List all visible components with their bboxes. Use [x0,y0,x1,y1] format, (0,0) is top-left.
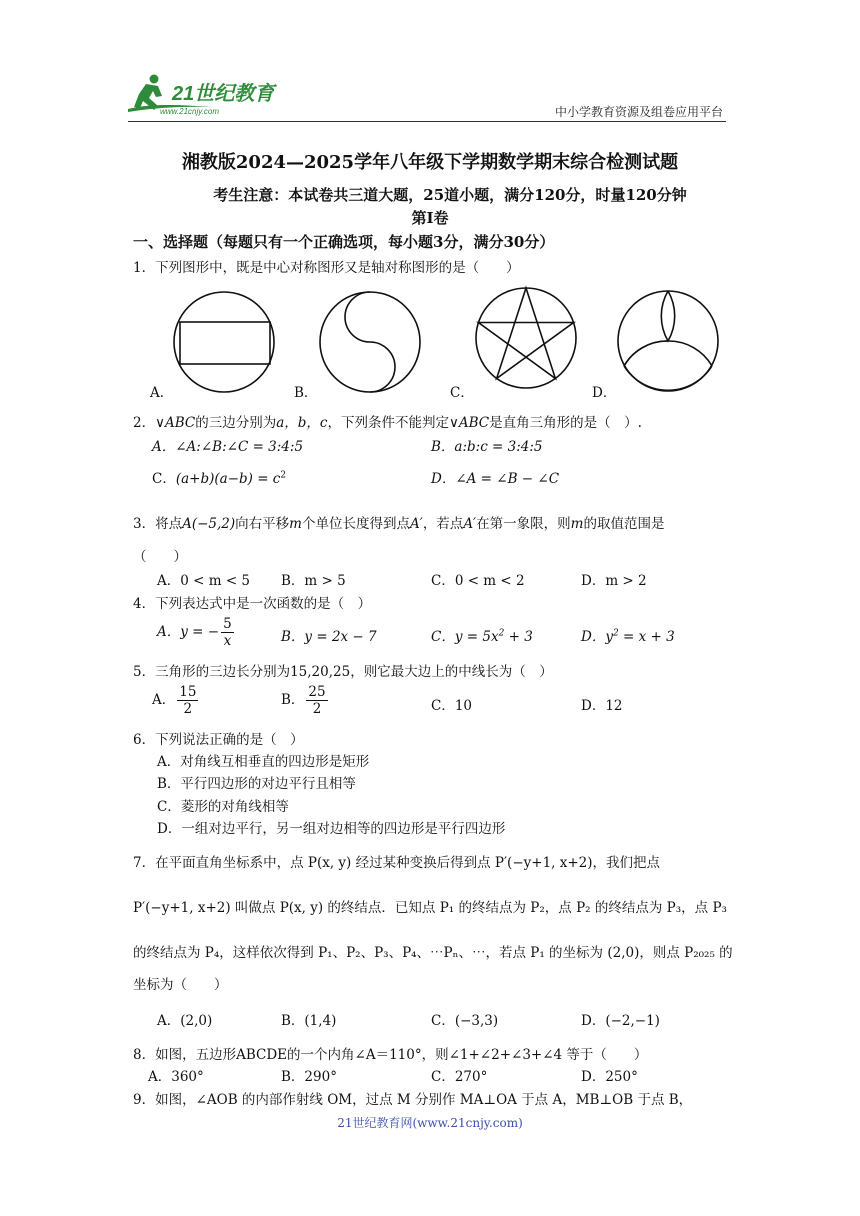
question-7-line-2: P′(−y+1, x+2) 叫做点 P(x, y) 的终结点．已知点 P₁ 的终结点为 P₂，点 P₂ 的终结点为 P₃，点 P₃ [133,900,727,916]
question-6-stem: 6．下列说法正确的是（ ） [133,732,304,748]
q3-option-c: C．0 < m < 2 [431,573,525,589]
section-heading: 一、选择题（每题只有一个正确选项，每小题3分，满分30分） [133,233,555,251]
q7-option-c: C．(−3,3) [431,1013,499,1029]
q3-option-d: D．m > 2 [581,573,647,589]
question-7-line-4: 坐标为（ ） [133,977,228,993]
q4-option-c: C．$y = 5x^2 + 3$ [431,628,533,645]
figure-circle-rectangle [170,290,280,395]
question-2-stem: 2．∨ABC的三边分别为a，b，c，下列条件不能判定∨ABC是直角三角形的是（ ）. [133,415,642,431]
question-1-stem: 1．下列图形中，既是中心对称图形又是轴对称图形的是（ ） [133,260,520,276]
figure-three-arcs [612,288,724,394]
figure-pentagram [470,284,582,390]
q8-option-b: B．290° [281,1069,337,1085]
q5-option-b: B． $\frac{25}{2}$ [281,684,326,717]
q4-option-d: D．$y^2 = x + 3$ [581,628,675,645]
q6-option-b: B．平行四边形的对边平行且相等 [157,776,356,792]
question-5-stem: 5．三角形的三边长分别为15,20,25，则它最大边上的中线长为（ ） [133,664,553,680]
q2-option-d: D．∠A = ∠B − ∠C [431,471,560,487]
q4-option-b: B．y = 2x − 7 [281,629,377,645]
exam-title: 湘教版2024—2025学年八年级下学期数学期末综合检测试题 [181,152,679,173]
q8-option-c: C．270° [431,1069,488,1085]
svg-text:www.21cnjy.com: www.21cnjy.com [160,107,219,116]
volume-heading: 第Ⅰ卷 [411,209,449,227]
q7-option-b: B．(1,4) [281,1013,337,1029]
q4-option-a: A．y = − $\frac{5}{x}$ [157,616,232,649]
q1-option-b-label: B． [294,385,318,401]
figure-yin-yang [314,290,424,395]
header-divider [128,121,726,122]
q2-option-a: A．∠A:∠B:∠C = 3:4:5 [152,439,304,455]
question-9-stem: 9．如图，∠AOB 的内部作射线 OM，过点 M 分别作 MA⊥OA 于点 A，MB⊥OB 于点 B， [133,1092,693,1108]
q6-option-c: C．菱形的对角线相等 [157,799,289,815]
exam-notice: 考生注意：本试卷共三道大题，25道小题，满分120分，时量120分钟 [213,186,687,204]
q5-option-d: D．12 [581,698,623,714]
question-7-line-1: 7．在平面直角坐标系中，点 P(x, y) 经过某种变换后得到点 P′(−y+1, x+2)，我们把点 [133,855,661,871]
q3-option-b: B．m > 5 [281,573,346,589]
svg-text:21世纪教育: 21世纪教育 [172,83,275,105]
q8-option-d: D．250° [581,1069,638,1085]
q7-option-d: D．(−2,−1) [581,1013,660,1029]
q5-option-a: A． $\frac{15}{2}$ [152,684,197,717]
logo-21cnjy [122,70,292,118]
q8-option-a: A．360° [148,1069,204,1085]
q5-option-c: C．10 [431,698,473,714]
question-7-line-3: 的终结点为 P₄，这样依次得到 P₁、P₂、P₃、P₄、⋯Pₙ、⋯，若点 P₁ 的坐标为 (2,0)，则点 P₂₀₂₅ 的 [133,945,733,961]
header-platform-text: 中小学教育资源及组卷应用平台 [554,105,723,119]
q1-option-d-label: D． [592,385,617,401]
q6-option-a: A．对角线互相垂直的四边形是矩形 [157,754,370,770]
q2-option-b: B．a:b:c = 3:4:5 [431,439,543,455]
q1-option-c-label: C． [450,385,474,401]
q3-option-a: A．0 < m < 5 [157,573,251,589]
question-3-stem: 3．将点A(−5,2)向右平移m个单位长度得到点A′，若点A′在第一象限，则m的取值范围是 [133,516,665,532]
footer-source: 21世纪教育网(www.21cnjy.com) [337,1116,523,1130]
question-4-stem: 4．下列表达式中是一次函数的是（ ） [133,596,372,612]
q2-option-c: C．$(a+b)(a-b) = c^2$ [152,470,287,487]
q7-option-a: A．(2,0) [157,1013,213,1029]
q1-option-a-label: A． [150,385,174,401]
question-8-stem: 8．如图，五边形ABCDE的一个内角∠A＝110°，则∠1+∠2+∠3+∠4 等于（ ） [133,1047,648,1063]
question-3-paren: （ ） [133,549,187,565]
q6-option-d: D．一组对边平行，另一组对边相等的四边形是平行四边形 [157,821,506,837]
